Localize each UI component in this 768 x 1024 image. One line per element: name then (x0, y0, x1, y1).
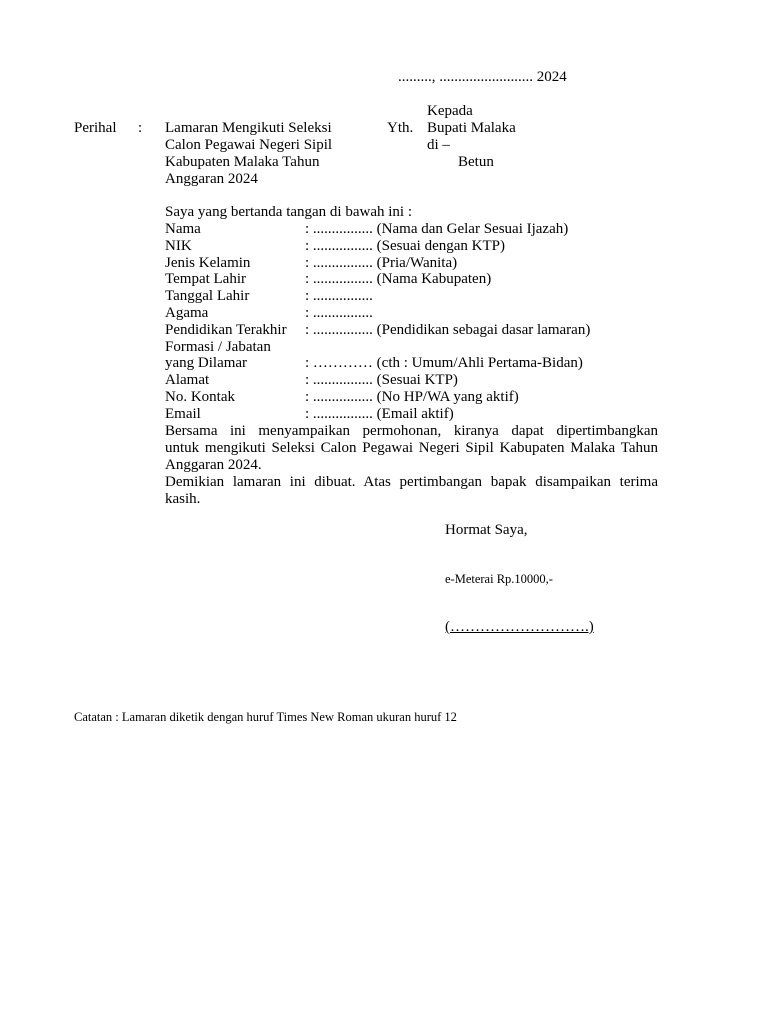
closing-paragraphs (165, 423, 658, 508)
field-value: : ………… (cth : Umum/Ahli Pertama-Bidan) (305, 355, 583, 372)
intro-text: Saya yang bertanda tangan di bawah ini : (165, 204, 413, 220)
recipient-block (427, 103, 516, 171)
recipient-bupati: Bupati Malaka (427, 120, 516, 136)
field-label: No. Kontak (165, 388, 235, 405)
subject-line: Lamaran Mengikuti Seleksi (165, 120, 332, 136)
subject-text (165, 120, 332, 188)
meterai-text: e-Meterai Rp.10000,- (445, 572, 553, 586)
recipient-kepada: Kepada (427, 103, 473, 119)
field-label: NIK (165, 237, 192, 254)
field-value: : ................ (305, 304, 373, 321)
closing-line: Demikian lamaran ini dibuat. Atas pertimbangan bapak disampaikan terima (165, 474, 658, 490)
yth-label: Yth. (387, 120, 414, 136)
field-label: Pendidikan Terakhir (165, 321, 287, 338)
field-label: Jenis Kelamin (165, 254, 251, 271)
subject-label: Perihal (74, 120, 117, 136)
field-value: : ................ (Pria/Wanita) (305, 254, 458, 271)
field-value: : ................ (Nama Kabupaten) (305, 271, 492, 288)
closing-line: Bersama ini menyampaikan permohonan, kiranya dapat dipertimbangkan (165, 423, 658, 439)
closing-line: untuk mengikuti Seleksi Calon Pegawai Negeri Sipil Kabupaten Malaka Tahun (165, 440, 658, 456)
footnote: Catatan : Lamaran diketik dengan huruf Times New Roman ukuran huruf 12 (74, 710, 457, 724)
field-label: Email (165, 405, 201, 422)
date-line: ........., ......................... 2024 (398, 69, 567, 85)
field-value: : ................ (Sesuai dengan KTP) (305, 237, 505, 254)
field-value: : ................ (305, 288, 373, 305)
field-value: : ................ (No HP/WA yang aktif) (305, 388, 519, 405)
subject-colon: : (138, 120, 143, 136)
field-value: : ................ (Nama dan Gelar Sesuai Ijazah) (305, 221, 569, 237)
field-value: : ................ (Sesuai KTP) (305, 372, 458, 389)
field-value: : ................ (Pendidikan sebagai dasar lamaran) (305, 321, 591, 338)
field-label: Tanggal Lahir (165, 288, 250, 305)
field-label: Formasi / Jabatan (165, 338, 271, 355)
signature-name-placeholder: (……………………….) (445, 619, 594, 635)
field-label: Tempat Lahir (165, 271, 246, 288)
field-label: Nama (165, 221, 201, 237)
closing-line: Anggaran 2024. (165, 457, 262, 473)
field-value: : ................ (Email aktif) (305, 405, 454, 422)
subject-line: Anggaran 2024 (165, 171, 258, 187)
field-label: yang Dilamar (165, 355, 248, 372)
closing-line: kasih. (165, 491, 201, 507)
subject-line: Calon Pegawai Negeri Sipil (165, 137, 333, 153)
field-label: Agama (165, 304, 209, 321)
recipient-di: di – (427, 137, 450, 153)
signature-greeting: Hormat Saya, (445, 522, 528, 538)
recipient-city: Betun (458, 154, 494, 170)
subject-line: Kabupaten Malaka Tahun (165, 154, 320, 170)
field-label: Alamat (165, 372, 210, 389)
